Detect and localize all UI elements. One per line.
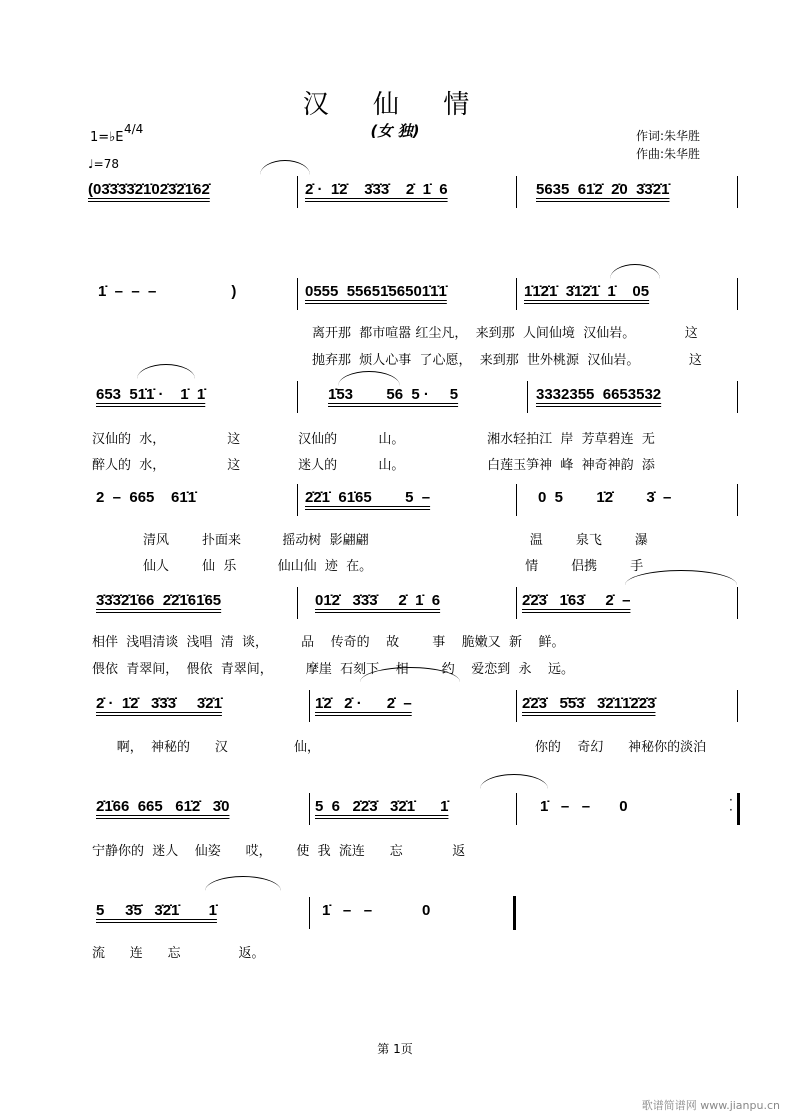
key-signature: 1=♭E bbox=[90, 130, 124, 145]
lyric-verse-1: 清风 扑面来 摇动树 影翩翩 温 泉飞 瀑 bbox=[143, 533, 648, 548]
barline bbox=[527, 381, 528, 413]
barline bbox=[297, 381, 298, 413]
measure: 3̇3̇3̇2̇1̇66 2̇2̇1̇61̇65 bbox=[96, 592, 222, 609]
barline bbox=[516, 587, 517, 619]
measure: 2̇1̇66 665 61̇2̇ 3̇0 bbox=[96, 798, 230, 815]
measure: 1̇1̇2̇1̇ 3̇1̇2̇1̇ 1̇ 05 bbox=[524, 283, 650, 300]
barline bbox=[309, 793, 310, 825]
barline bbox=[516, 484, 517, 516]
repeat-dots: · · bbox=[729, 793, 733, 817]
barline bbox=[516, 176, 517, 208]
barline bbox=[297, 484, 298, 516]
measure: 1̇ – – – ) bbox=[98, 283, 237, 300]
page-number: 第 1页 bbox=[377, 1042, 413, 1056]
lyric-verse-2: 仙人 仙 乐 仙山仙 迹 在。 情 侣携 手 bbox=[143, 559, 644, 574]
measure: 01̇2̇ 3̇3̇3̇ 2̇ 1̇ 6 bbox=[315, 592, 441, 609]
barline bbox=[297, 278, 298, 310]
measure: 1̇ – – 0 bbox=[322, 902, 431, 919]
lyricist-credit: 作词:朱华胜 bbox=[636, 129, 701, 143]
barline bbox=[297, 176, 298, 208]
lyric-verse-1: 流 连 忘 返。 bbox=[92, 946, 265, 961]
barline bbox=[297, 587, 298, 619]
barline bbox=[309, 690, 310, 722]
lyric-verse-2: 偎依 青翠间， 偎依 青翠间， 摩崖 石刻下 相 约 爱恋到 永 远。 bbox=[92, 662, 575, 677]
barline bbox=[737, 587, 738, 619]
lyric-verse-2: 抛弃那 烦人心事 了心愿， 来到那 世外桃源 汉仙岩。 这 bbox=[312, 353, 702, 368]
tempo-marking: ♩=78 bbox=[88, 157, 119, 171]
barline bbox=[737, 278, 738, 310]
barline bbox=[516, 278, 517, 310]
song-title: 汉 仙 情 bbox=[302, 90, 488, 120]
slur bbox=[610, 264, 660, 279]
measure: 5635 61̇2̇ 2̇0 3̇3̇2̇1̇ bbox=[536, 181, 670, 198]
repeat-barline bbox=[737, 793, 740, 825]
slur bbox=[338, 371, 400, 386]
measure: 2̇2̇3̇ 5̇5̇3̇ 3̇2̇1̇1̇2̇2̇3̇ bbox=[522, 695, 656, 712]
measure: 2̇2̇3̇ 1̇63̇ 2̇ – bbox=[522, 592, 631, 609]
lyric-verse-2: 醉人的 水， 这 迷人的 山。 白莲玉笋神 峰 神奇神韵 添 bbox=[92, 458, 655, 473]
measure: 2̇ · 1̇2̇ 3̇3̇3̇ 3̇2̇1̇ bbox=[96, 695, 222, 712]
composer-credit: 作曲:朱华胜 bbox=[636, 147, 701, 161]
measure: 5 6 2̇2̇3̇ 3̇2̇1̇ 1̇ bbox=[315, 798, 449, 815]
lyric-verse-1: 宁静你的 迷人 仙姿 哎， 使 我 流连 忘 返 bbox=[92, 844, 466, 859]
slur bbox=[137, 364, 195, 379]
barline bbox=[309, 897, 310, 929]
measure: 2̇ · 1̇2̇ 3̇3̇3̇ 2̇ 1̇ 6 bbox=[305, 181, 448, 198]
barline bbox=[737, 484, 738, 516]
measure: 0555 55651̇56501̇1̇1̇ bbox=[305, 283, 447, 300]
barline bbox=[737, 381, 738, 413]
slur bbox=[205, 876, 281, 891]
measure: 2 – 665 61̇1̇ bbox=[96, 489, 197, 506]
lyric-verse-1: 啊， 神秘的 汉 仙， 你的 奇幻 神秘你的淡泊 bbox=[92, 740, 707, 755]
lyric-verse-1: 相伴 浅唱清谈 浅唱 清 谈， 品 传奇的 故 事 脆嫩又 新 鲜。 bbox=[92, 635, 565, 650]
measure: 0 5 1̇2̇ 3̇ – bbox=[538, 489, 672, 506]
barline bbox=[516, 793, 517, 825]
slur bbox=[480, 774, 548, 789]
measure: 5 3̇5̇ 3̇2̇1̇ 1̇ bbox=[96, 902, 217, 919]
measure: 653 51̇1̇ · 1̇ 1̇ bbox=[96, 386, 206, 403]
barline bbox=[516, 690, 517, 722]
slur bbox=[260, 160, 310, 175]
measure: 1̇ – – 0 bbox=[540, 798, 628, 815]
lyric-verse-1: 汉仙的 水， 这 汉仙的 山。 湘水轻拍江 岸 芳草碧连 无 bbox=[92, 432, 655, 447]
measure: (03̇3̇3̇3̇2̇1̇02̇3̇2̇1̇62̇ bbox=[88, 181, 210, 198]
song-subtitle: (女 独) bbox=[370, 122, 420, 140]
time-signature: 4/4 bbox=[124, 122, 144, 136]
lyric-verse-1: 离开那 都市喧嚣 红尘凡， 来到那 人间仙境 汉仙岩。 这 bbox=[312, 326, 698, 341]
measure: 1̇2̇ 2̇ · 2̇ – bbox=[315, 695, 412, 712]
measure: 2̇2̇1̇ 61̇65 5 – bbox=[305, 489, 431, 506]
watermark: 歌谱简谱网 www.jianpu.cn bbox=[641, 1099, 780, 1112]
barline bbox=[737, 176, 738, 208]
barline bbox=[737, 690, 738, 722]
final-barline bbox=[513, 896, 516, 930]
measure: 1̇53 56 5 · 5 bbox=[328, 386, 459, 403]
measure: 3332355 6653532 bbox=[536, 386, 662, 403]
